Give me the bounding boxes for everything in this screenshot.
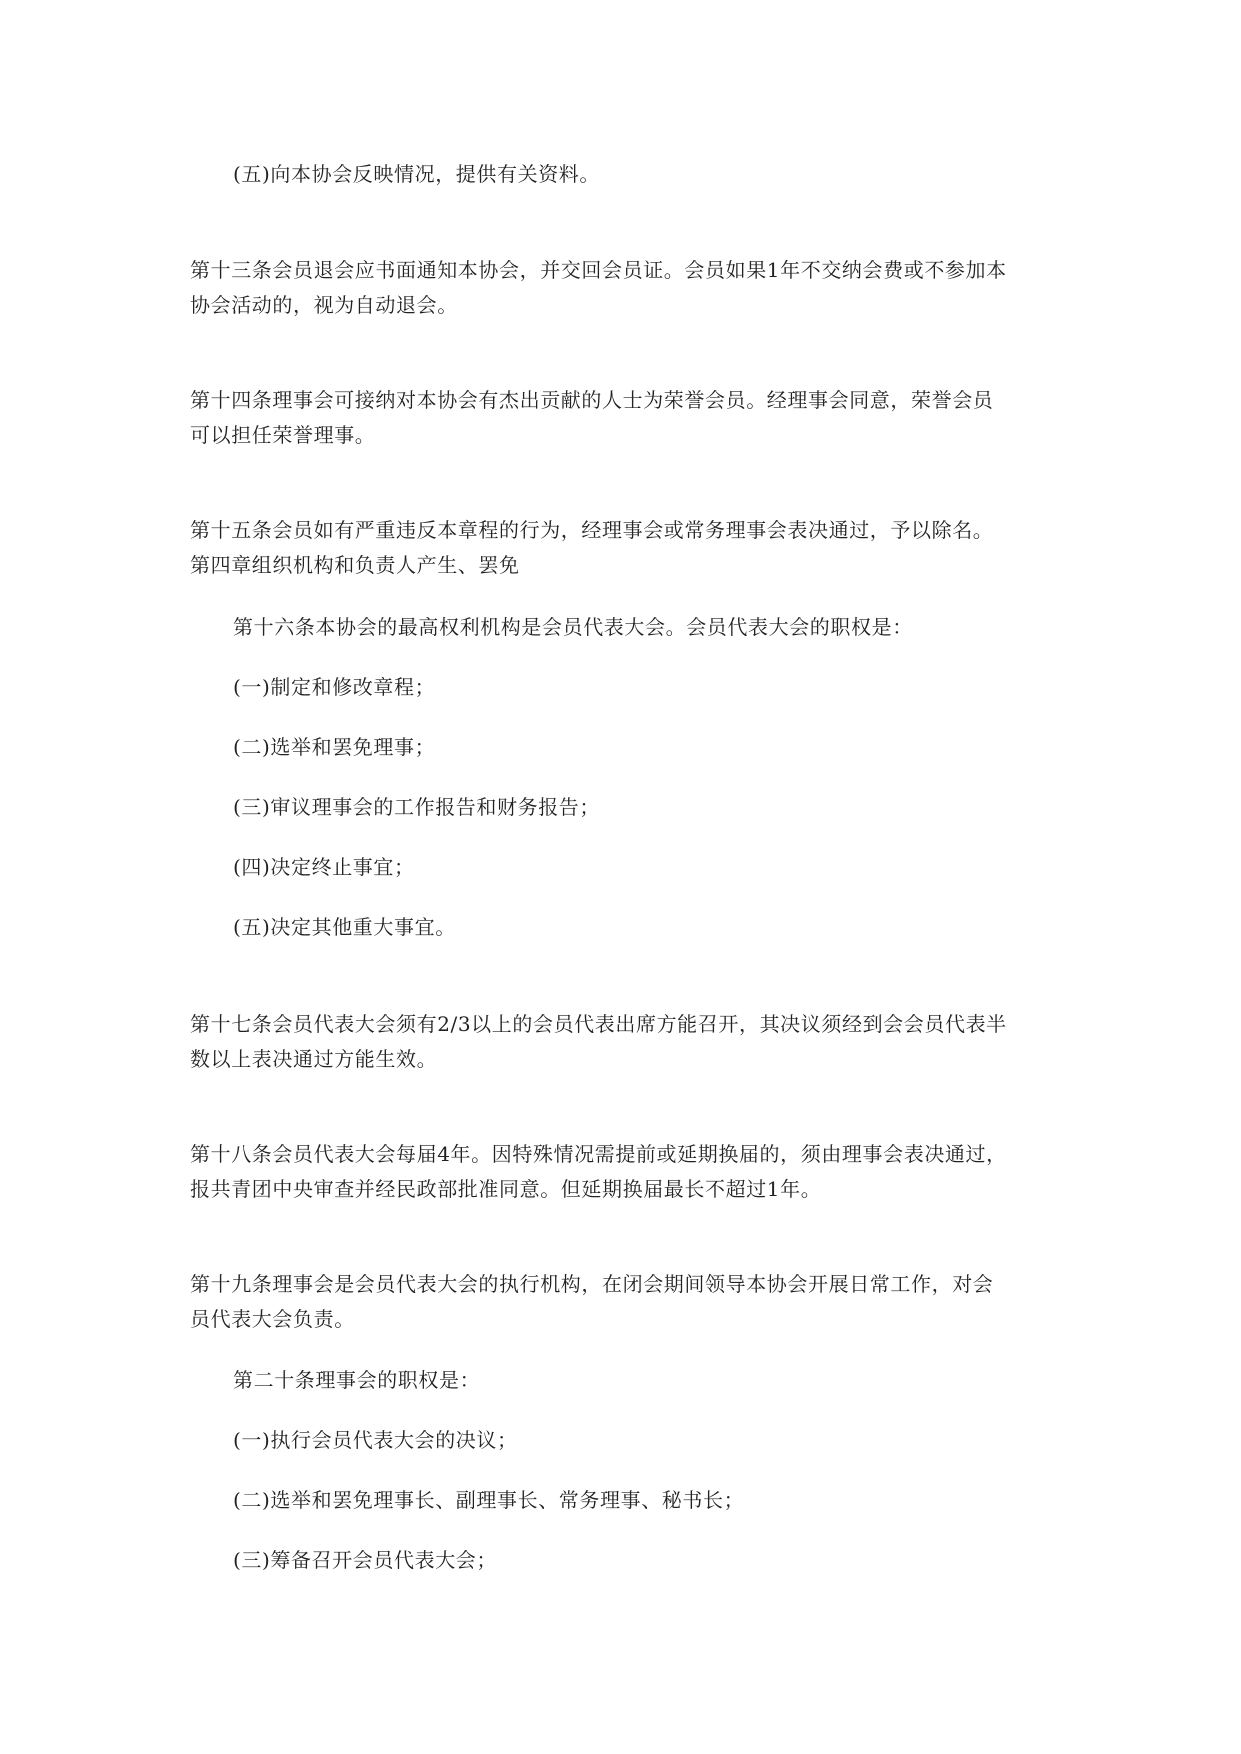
text-line: (五)向本协会反映情况，提供有关资料。 (233, 162, 601, 186)
text-line: 员代表大会负责。 (190, 1307, 355, 1331)
text-line: 第十八条会员代表大会每届4年。因特殊情况需提前或延期换届的，须由理事会表决通过， (190, 1142, 1007, 1166)
list-item: (三)筹备召开会员代表大会； (233, 1548, 498, 1572)
text-line: 可以担任荣誉理事。 (190, 423, 376, 447)
chapter-heading: 第四章组织机构和负责人产生、罢免 (190, 553, 520, 577)
list-item: (三)审议理事会的工作报告和财务报告； (233, 795, 601, 819)
text-line: 数以上表决通过方能生效。 (190, 1047, 438, 1071)
text-line: 第十七条会员代表大会须有2/3以上的会员代表出席方能召开，其决议须经到会会员代表半 (190, 1012, 1007, 1036)
list-item: (四)决定终止事宜； (233, 855, 415, 879)
text-line: 报共青团中央审查并经民政部批准同意。但延期换届最长不超过1年。 (190, 1177, 822, 1201)
text-line: 第十三条会员退会应书面通知本协会，并交回会员证。会员如果1年不交纳会费或不参加本 (190, 258, 1007, 282)
text-line: 第十五条会员如有严重违反本章程的行为，经理事会或常务理事会表决通过，予以除名。 (190, 518, 994, 542)
text-line: 协会活动的，视为自动退会。 (190, 293, 458, 317)
list-item: (一)制定和修改章程； (233, 675, 436, 699)
text-line: 第十四条理事会可接纳对本协会有杰出贡献的人士为荣誉会员。经理事会同意，荣誉会员 (190, 388, 994, 412)
list-item: (二)选举和罢免理事长、副理事长、常务理事、秘书长； (233, 1488, 745, 1512)
text-line: 第二十条理事会的职权是： (233, 1368, 481, 1392)
list-item: (二)选举和罢免理事； (233, 735, 436, 759)
text-line: 第十九条理事会是会员代表大会的执行机构，在闭会期间领导本协会开展日常工作，对会 (190, 1272, 994, 1296)
text-line: 第十六条本协会的最高权利机构是会员代表大会。会员代表大会的职权是： (233, 615, 913, 639)
list-item: (五)决定其他重大事宜。 (233, 915, 456, 939)
list-item: (一)执行会员代表大会的决议； (233, 1428, 518, 1452)
